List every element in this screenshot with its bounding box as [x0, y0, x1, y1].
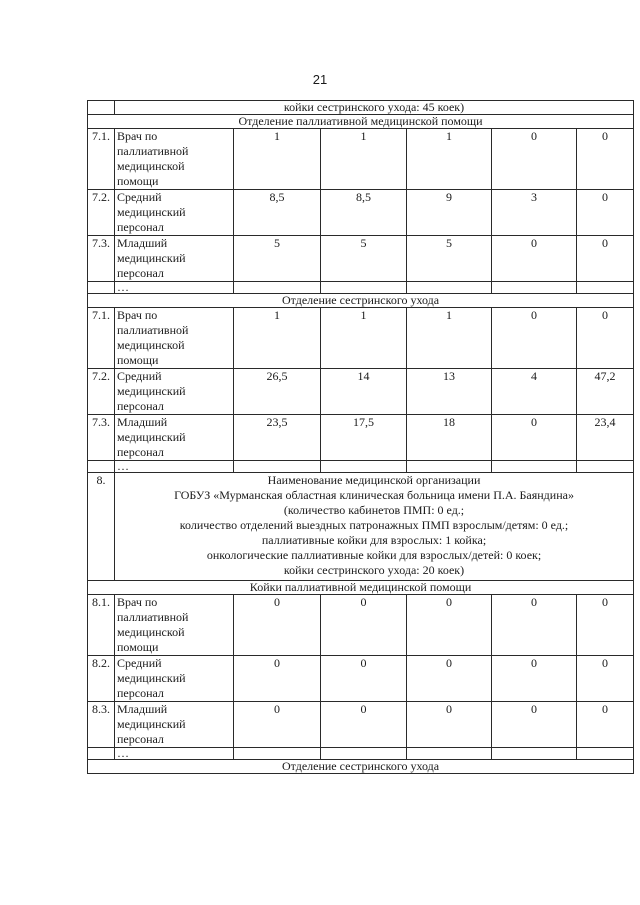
value-cell: 0 [321, 656, 407, 702]
empty-cell [577, 282, 634, 294]
organization-info-line: ГОБУЗ «Мурманская областная клиническая больница имени П.А. Баяндина» [174, 488, 574, 502]
section-title: Койки паллиативной медицинской помощи [88, 581, 634, 595]
table-row [88, 369, 634, 415]
value-cell: 23,5 [234, 415, 321, 461]
table-row [88, 595, 634, 656]
position-name [115, 702, 234, 748]
page-number: 21 [312, 72, 328, 87]
position-name-line: персонал [117, 220, 164, 234]
table-row [88, 308, 634, 369]
organization-info-line: (количество кабинетов ПМП: 0 ед.; [283, 503, 465, 517]
staffing-table [87, 100, 634, 774]
value-cell: 0 [407, 595, 492, 656]
organization-info-line: паллиативные койки для взрослых: 1 койка; [261, 533, 487, 547]
organization-info [115, 473, 634, 581]
value-cell: 1 [407, 308, 492, 369]
ellipsis-row [88, 461, 634, 473]
empty-cell [492, 748, 577, 760]
value-cell: 8,5 [234, 190, 321, 236]
value-cell: 14 [321, 369, 407, 415]
section-title: Отделение паллиативной медицинской помощи [88, 115, 634, 129]
section-row [88, 101, 634, 115]
row-number: 8.2. [88, 656, 115, 702]
empty-cell [234, 748, 321, 760]
value-cell: 0 [234, 702, 321, 748]
position-name-line: медицинский [117, 205, 186, 219]
empty-cell [492, 461, 577, 473]
position-name-line: Врач по [117, 308, 158, 322]
position-name-line: медицинский [117, 384, 186, 398]
position-name-line: медицинский [117, 671, 186, 685]
position-name-line: Средний [117, 190, 162, 204]
organization-info-line: количество отделений выездных патронажных ПМП взрослым/детям: 0 ед.; [179, 518, 569, 532]
table-row [88, 129, 634, 190]
empty-cell [492, 282, 577, 294]
row-number: 7.3. [88, 236, 115, 282]
row-number: 7.2. [88, 190, 115, 236]
empty-cell [577, 748, 634, 760]
value-cell: 8,5 [321, 190, 407, 236]
value-cell: 5 [407, 236, 492, 282]
value-cell: 0 [492, 656, 577, 702]
position-name-line: персонал [117, 399, 164, 413]
value-cell: 0 [492, 308, 577, 369]
organization-row [88, 473, 634, 581]
position-name [115, 129, 234, 190]
position-name-line: медицинской [117, 338, 185, 352]
value-cell: 0 [407, 656, 492, 702]
position-name-line: Средний [117, 369, 162, 383]
value-cell: 47,2 [577, 369, 634, 415]
position-name-line: паллиативной [117, 610, 189, 624]
position-name [115, 595, 234, 656]
table-row [88, 415, 634, 461]
value-cell: 1 [321, 129, 407, 190]
section-row [88, 760, 634, 774]
table-row [88, 236, 634, 282]
position-name-line: медицинской [117, 159, 185, 173]
empty-cell [234, 461, 321, 473]
position-name-line: помощи [117, 174, 159, 188]
organization-info-line: койки сестринского ухода: 20 коек) [283, 563, 465, 577]
position-name-line: паллиативной [117, 323, 189, 337]
position-name [115, 190, 234, 236]
value-cell: 0 [577, 702, 634, 748]
position-name-line: медицинский [117, 251, 186, 265]
empty-cell [88, 461, 115, 473]
ellipsis-row [88, 748, 634, 760]
position-name-line: Врач по [117, 595, 158, 609]
position-name-line: Младший [117, 415, 168, 429]
position-name-line: персонал [117, 732, 164, 746]
row-number: 8. [88, 473, 115, 581]
position-name [115, 236, 234, 282]
ellipsis: … [115, 748, 234, 760]
organization-info-line: Наименование медицинской организации [267, 473, 481, 487]
empty-cell [407, 282, 492, 294]
position-name-line: помощи [117, 353, 159, 367]
value-cell: 0 [321, 595, 407, 656]
position-name-line: помощи [117, 640, 159, 654]
position-name-line: медицинский [117, 430, 186, 444]
section-row [88, 294, 634, 308]
position-name-line: Младший [117, 702, 168, 716]
position-name-line: Врач по [117, 129, 158, 143]
value-cell: 0 [577, 190, 634, 236]
value-cell: 9 [407, 190, 492, 236]
value-cell: 1 [234, 308, 321, 369]
position-name-line: медицинской [117, 625, 185, 639]
empty-cell [321, 748, 407, 760]
ellipsis: … [115, 282, 234, 294]
value-cell: 5 [321, 236, 407, 282]
position-name-line: персонал [117, 686, 164, 700]
ellipsis-row [88, 282, 634, 294]
table-row [88, 190, 634, 236]
row-number: 8.1. [88, 595, 115, 656]
empty-cell [321, 461, 407, 473]
empty-cell [407, 748, 492, 760]
value-cell: 0 [321, 702, 407, 748]
value-cell: 18 [407, 415, 492, 461]
empty-cell [577, 461, 634, 473]
section-row [88, 581, 634, 595]
position-name-line: персонал [117, 445, 164, 459]
value-cell: 0 [492, 595, 577, 656]
table-row [88, 656, 634, 702]
section-title: Отделение сестринского ухода [88, 760, 634, 774]
row-number: 7.3. [88, 415, 115, 461]
empty-cell [407, 461, 492, 473]
ellipsis: … [115, 461, 234, 473]
position-name-line: Младший [117, 236, 168, 250]
empty-cell [88, 748, 115, 760]
value-cell: 0 [492, 236, 577, 282]
empty-cell [88, 282, 115, 294]
position-name [115, 308, 234, 369]
value-cell: 26,5 [234, 369, 321, 415]
value-cell: 1 [234, 129, 321, 190]
position-name-line: Средний [117, 656, 162, 670]
value-cell: 0 [492, 415, 577, 461]
value-cell: 1 [407, 129, 492, 190]
position-name [115, 369, 234, 415]
value-cell: 0 [492, 129, 577, 190]
value-cell: 3 [492, 190, 577, 236]
value-cell: 0 [492, 702, 577, 748]
empty-cell [234, 282, 321, 294]
value-cell: 0 [577, 236, 634, 282]
value-cell: 0 [577, 308, 634, 369]
row-number: 8.3. [88, 702, 115, 748]
position-name-line: медицинский [117, 717, 186, 731]
empty-cell [321, 282, 407, 294]
position-name-line: персонал [117, 266, 164, 280]
value-cell: 5 [234, 236, 321, 282]
row-number: 7.1. [88, 308, 115, 369]
section-title: койки сестринского ухода: 45 коек) [115, 101, 634, 115]
value-cell: 0 [234, 595, 321, 656]
organization-info-line: онкологические паллиативные койки для взрослых/детей: 0 коек; [206, 548, 542, 562]
value-cell: 17,5 [321, 415, 407, 461]
value-cell: 0 [577, 595, 634, 656]
section-title: Отделение сестринского ухода [88, 294, 634, 308]
position-name [115, 656, 234, 702]
value-cell: 0 [577, 129, 634, 190]
section-row [88, 115, 634, 129]
value-cell: 4 [492, 369, 577, 415]
value-cell: 1 [321, 308, 407, 369]
row-number: 7.2. [88, 369, 115, 415]
table-row [88, 702, 634, 748]
row-number: 7.1. [88, 129, 115, 190]
value-cell: 0 [234, 656, 321, 702]
empty-cell [88, 101, 115, 115]
position-name-line: паллиативной [117, 144, 189, 158]
value-cell: 0 [407, 702, 492, 748]
value-cell: 23,4 [577, 415, 634, 461]
value-cell: 0 [577, 656, 634, 702]
position-name [115, 415, 234, 461]
value-cell: 13 [407, 369, 492, 415]
